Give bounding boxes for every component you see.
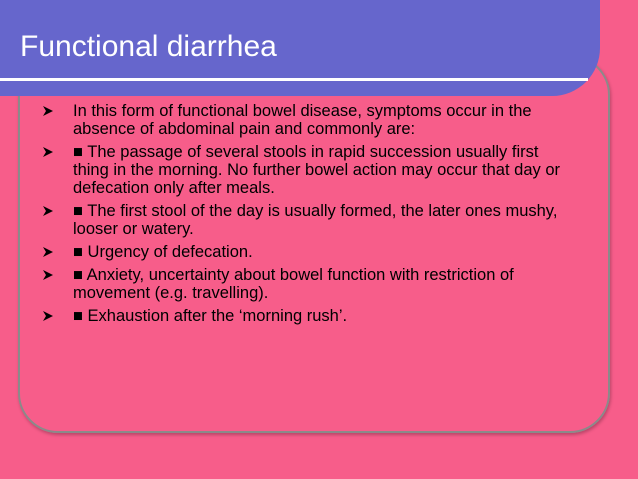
list-item [0, 143, 600, 197]
arrow-bullet-icon [42, 105, 54, 117]
bullet-text: ■ Exhaustion after the ‘morning rush’. [73, 307, 348, 325]
list-item [0, 307, 600, 325]
arrow-bullet-icon [42, 146, 54, 158]
bullet-list [0, 102, 600, 330]
arrow-bullet-icon [42, 269, 54, 281]
bullet-text: ■ The first stool of the day is usually formed, the later ones mushy, looser or watery. [73, 202, 558, 238]
title-underline [0, 78, 588, 81]
bullet-text: ■ Urgency of defecation. [73, 243, 253, 261]
bullet-text: ■ Anxiety, uncertainty about bowel function with restriction of movement (e.g. travelling). [73, 266, 514, 302]
list-item [0, 102, 600, 138]
bullet-text: In this form of functional bowel disease, symptoms occur in the absence of abdominal pain and commonly are: [73, 102, 532, 138]
arrow-bullet-icon [42, 205, 54, 217]
bullet-text: ■ The passage of several stools in rapid succession usually first thing in the morning. No further bowel action may occur that day or defecation only after meals. [73, 143, 560, 197]
list-item [0, 243, 600, 261]
arrow-bullet-icon [42, 310, 54, 322]
title-banner [0, 0, 600, 96]
list-item [0, 266, 600, 302]
list-item [0, 202, 600, 238]
arrow-bullet-icon [42, 246, 54, 258]
slide-title: Functional diarrhea [20, 30, 277, 63]
